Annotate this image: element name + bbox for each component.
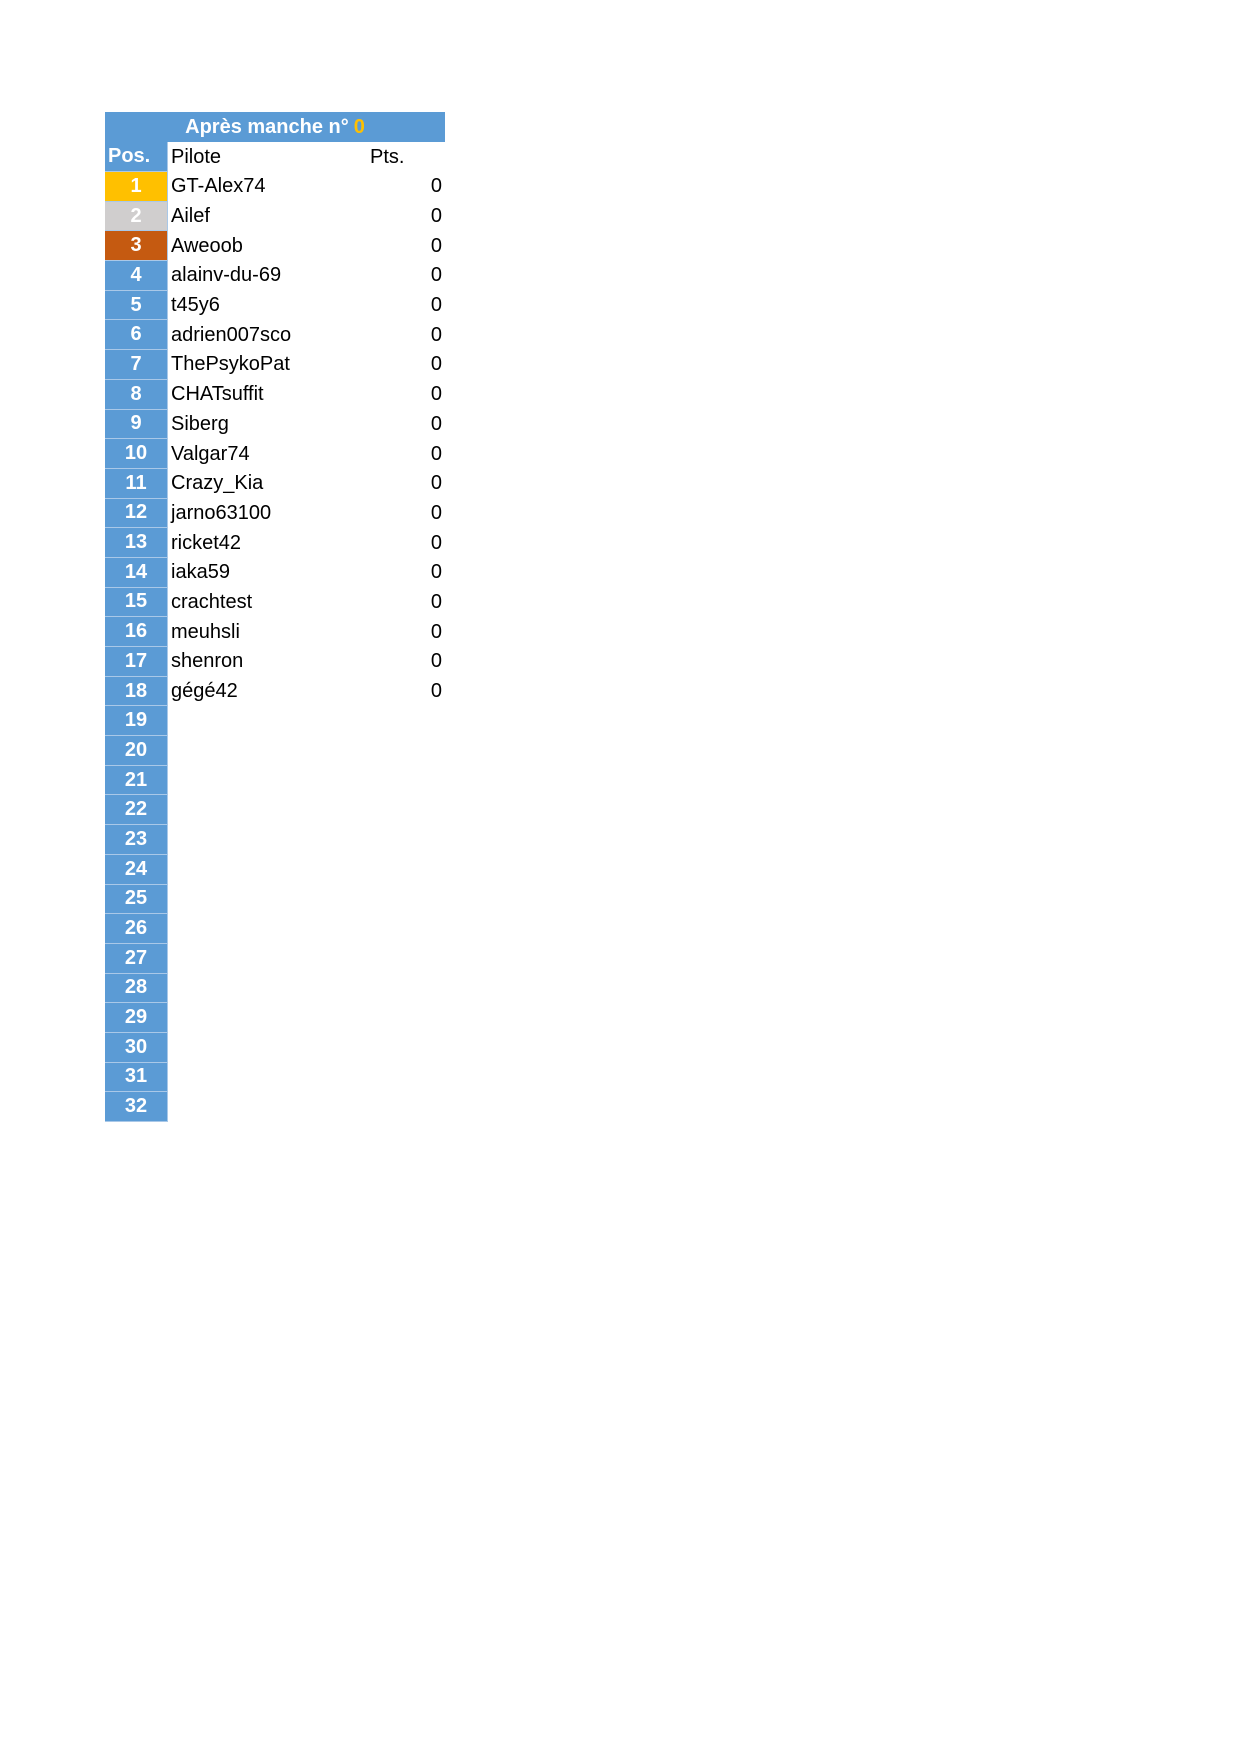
position-cell: 9 — [105, 410, 168, 440]
points-cell: 0 — [430, 501, 442, 524]
points-cell — [370, 766, 445, 796]
pilot-cell: CHATsuffit — [171, 383, 264, 406]
table-title — [105, 112, 445, 142]
pilot-cell: jarno63100 — [171, 501, 272, 524]
points-cell — [370, 1063, 445, 1093]
pilot-cell: Crazy_Kia — [171, 472, 264, 495]
points-cell: 0 — [430, 383, 442, 406]
column-headers — [105, 142, 445, 172]
pilot-cell — [168, 1063, 370, 1093]
points-cell: 0 — [430, 561, 442, 584]
points-cell — [370, 825, 445, 855]
position-cell: 30 — [105, 1033, 168, 1063]
table-row — [105, 706, 445, 736]
position-cell: 21 — [105, 766, 168, 796]
table-row — [105, 736, 445, 766]
pilot-cell: Ailef — [171, 205, 210, 228]
points-cell — [370, 974, 445, 1004]
table-row — [105, 320, 445, 350]
table-row — [105, 647, 445, 677]
pilot-cell: adrien007sco — [171, 323, 292, 346]
pilot-cell: ricket42 — [171, 531, 242, 554]
pilot-cell — [168, 795, 370, 825]
pilot-cell: GT-Alex74 — [171, 175, 266, 198]
table-row — [105, 885, 445, 915]
table-row — [105, 914, 445, 944]
table-row — [105, 528, 445, 558]
points-cell: 0 — [430, 590, 442, 613]
pilot-cell: Siberg — [171, 412, 229, 435]
points-cell: 0 — [430, 205, 442, 228]
pilot-cell: alainv-du-69 — [171, 264, 282, 287]
pilot-cell — [168, 706, 370, 736]
points-cell — [370, 885, 445, 915]
table-row — [105, 439, 445, 469]
points-cell — [370, 914, 445, 944]
table-row — [105, 795, 445, 825]
table-row — [105, 1003, 445, 1033]
position-cell: 14 — [105, 558, 168, 588]
position-cell: 28 — [105, 974, 168, 1004]
position-cell: 31 — [105, 1063, 168, 1093]
position-cell: 10 — [105, 439, 168, 469]
table-row — [105, 499, 445, 529]
position-cell: 24 — [105, 855, 168, 885]
table-row — [105, 588, 445, 618]
table-row — [105, 1092, 445, 1122]
position-cell: 18 — [105, 677, 168, 707]
points-header: Pts. — [370, 145, 405, 168]
position-cell: 23 — [105, 825, 168, 855]
table-row — [105, 558, 445, 588]
pilot-cell — [168, 855, 370, 885]
pilot-cell — [168, 1092, 370, 1122]
position-cell: 20 — [105, 736, 168, 766]
pilot-header: Pilote — [171, 145, 222, 168]
points-cell — [370, 944, 445, 974]
table-row — [105, 855, 445, 885]
standings-table — [105, 112, 445, 1122]
pilot-cell: gégé42 — [171, 680, 238, 703]
position-cell: 7 — [105, 350, 168, 380]
table-row — [105, 825, 445, 855]
points-cell — [370, 1003, 445, 1033]
table-row — [105, 944, 445, 974]
table-row — [105, 1063, 445, 1093]
points-cell: 0 — [430, 650, 442, 673]
points-cell: 0 — [430, 620, 442, 643]
pilot-cell: meuhsli — [171, 620, 240, 643]
position-cell: 12 — [105, 499, 168, 529]
pilot-cell — [168, 974, 370, 1004]
points-cell: 0 — [430, 234, 442, 257]
table-row — [105, 291, 445, 321]
position-header: Pos. — [105, 142, 168, 172]
position-cell: 22 — [105, 795, 168, 825]
pilot-cell — [168, 766, 370, 796]
position-cell: 25 — [105, 885, 168, 915]
points-cell — [370, 795, 445, 825]
position-cell: 4 — [105, 261, 168, 291]
table-row — [105, 1033, 445, 1063]
position-cell: 3 — [105, 231, 168, 261]
pilot-cell: ThePsykoPat — [171, 353, 290, 376]
points-cell: 0 — [430, 472, 442, 495]
points-cell: 0 — [430, 264, 442, 287]
points-cell — [370, 706, 445, 736]
points-cell — [370, 1092, 445, 1122]
position-cell: 32 — [105, 1092, 168, 1122]
table-row — [105, 766, 445, 796]
table-row — [105, 202, 445, 232]
table-row — [105, 677, 445, 707]
table-row — [105, 350, 445, 380]
pilot-cell — [168, 885, 370, 915]
points-cell: 0 — [430, 175, 442, 198]
standings-rows — [105, 172, 445, 1122]
position-cell: 13 — [105, 528, 168, 558]
pilot-cell — [168, 914, 370, 944]
table-row — [105, 617, 445, 647]
table-row — [105, 380, 445, 410]
pilot-cell: t45y6 — [171, 294, 220, 317]
position-cell: 27 — [105, 944, 168, 974]
pilot-cell — [168, 1003, 370, 1033]
position-cell: 2 — [105, 202, 168, 232]
position-cell: 1 — [105, 172, 168, 202]
points-cell: 0 — [430, 294, 442, 317]
pilot-cell: crachtest — [171, 590, 253, 613]
position-cell: 15 — [105, 588, 168, 618]
table-row — [105, 231, 445, 261]
pilot-cell: Aweoob — [171, 234, 243, 257]
title-text: Après manche n° — [185, 115, 349, 138]
position-cell: 19 — [105, 706, 168, 736]
pilot-cell: Valgar74 — [171, 442, 250, 465]
position-cell: 17 — [105, 647, 168, 677]
points-cell: 0 — [430, 412, 442, 435]
pilot-cell — [168, 825, 370, 855]
round-number: 0 — [353, 115, 365, 138]
pilot-cell — [168, 736, 370, 766]
position-cell: 6 — [105, 320, 168, 350]
points-cell: 0 — [430, 323, 442, 346]
table-row — [105, 974, 445, 1004]
points-cell — [370, 736, 445, 766]
position-cell: 16 — [105, 617, 168, 647]
table-row — [105, 261, 445, 291]
points-cell: 0 — [430, 531, 442, 554]
position-cell: 5 — [105, 291, 168, 321]
pilot-cell — [168, 944, 370, 974]
position-cell: 8 — [105, 380, 168, 410]
position-cell: 11 — [105, 469, 168, 499]
pilot-cell: iaka59 — [171, 561, 230, 584]
pilot-cell: shenron — [171, 650, 244, 673]
points-cell — [370, 855, 445, 885]
table-row — [105, 172, 445, 202]
points-cell: 0 — [430, 353, 442, 376]
position-cell: 26 — [105, 914, 168, 944]
pilot-cell — [168, 1033, 370, 1063]
position-cell: 29 — [105, 1003, 168, 1033]
points-cell — [370, 1033, 445, 1063]
table-row — [105, 469, 445, 499]
table-row — [105, 410, 445, 440]
points-cell: 0 — [430, 680, 442, 703]
points-cell: 0 — [430, 442, 442, 465]
